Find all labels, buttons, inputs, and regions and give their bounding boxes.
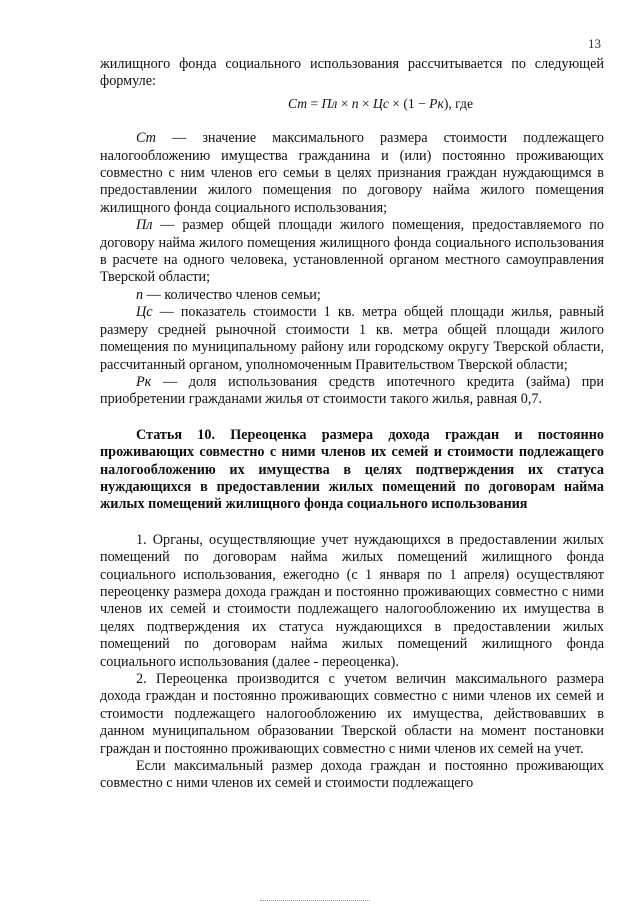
formula-term-price: Цс — [373, 95, 389, 111]
definition-text: — доля использования средств ипотечного кредита (займа) при приобретении гражданами жилья от стоимости такого жилья, равная 0,7. — [100, 373, 604, 408]
paragraph-2: 2. Переоценка производится с учетом величин максимального размера дохода граждан и постоянно проживающих совместно с ними членов их семей и стоимости подлежащего налогообложению их имущества, действовавших в данном муниципальном образовании Тверской области на момент постановки граждан и постоянно проживающих совместно с ними членов их семей на учет. — [100, 671, 604, 757]
document-body — [100, 56, 604, 793]
definition-pl — [100, 217, 604, 287]
definition-text: — значение максимального размера стоимости подлежащего налогообложению имущества гражданина и (или) постоянно проживающих совместно с ним членов его семьи в целях признания граждан нуждающимся в предоставлении жилого помещения по договору найма жилого помещения жилищного фонда социального использования; — [100, 130, 604, 216]
intro-paragraph: жилищного фонда социального использования рассчитывается по следующей формуле: — [100, 56, 604, 90]
definition-text: — количество членов семьи; — [143, 286, 321, 303]
page-number: 13 — [588, 36, 601, 51]
definition-symbol: Рк — [136, 373, 152, 390]
formula-term-area: Пл — [321, 95, 338, 111]
definition-symbol: Цс — [136, 304, 153, 321]
formula: Ст = Пл × n × Цс × (1 − Рк), где — [288, 95, 474, 111]
formula-term-credit: Рк — [429, 95, 444, 111]
definition-cs — [100, 304, 604, 374]
formula-term-members: n — [351, 95, 359, 111]
definition-rk — [100, 374, 604, 409]
paragraph-1: 1. Органы, осуществляющие учет нуждающихся в предоставлении жилых помещений по договорам найма жилых помещений жилищного фонда социального использования, ежегодно (с 1 января по 1 апреля) осуществляют переоценку размера дохода граждан и постоянно проживающих совместно с ними членов их семей и стоимости подлежащего налогообложению их имущества в целях подтверждения их статуса нуждающихся в предоставлении жилых помещений по договорам найма жилых помещений жилищного фонда социального использования (далее - переоценка). — [100, 531, 604, 670]
paragraph-3: Если максимальный размер дохода граждан и постоянно проживающих совместно с ними членов их семей и стоимости подлежащего — [100, 758, 604, 792]
definition-symbol: n — [136, 286, 144, 303]
formula-lhs: Ст — [288, 95, 308, 111]
definition-n — [100, 287, 604, 304]
formula-suffix: , где — [448, 95, 474, 111]
article-title: Статья 10. Переоценка размера дохода граждан и постоянно проживающих совместно с ними членов их семей и стоимости подлежащего налогообложению их имущества в целях подтверждения их статуса нуждающихся в предоставлении жилых помещений по договорам найма жилых помещений жилищного фонда социального использования — [100, 426, 604, 513]
definition-text: — показатель стоимости 1 кв. метра общей площади жилья, равный размеру средней рыночной стоимости 1 кв. метра общей площади жилого помещения по муниципальному району или городскому округу Тверской области, рассчитанный органом, уполномоченным Правительством Тверской области; — [100, 304, 604, 373]
definition-text: — размер общей площади жилого помещения, предоставляемого по договору найма жилого помещения жилищного фонда социального использования в расчете на одного человека, установленной органом местного самоуправления Тверской области; — [100, 217, 604, 286]
definition-symbol: Пл — [136, 217, 153, 234]
definition-symbol: Ст — [136, 130, 156, 147]
footer-divider — [260, 900, 370, 901]
definition-st — [100, 130, 604, 217]
